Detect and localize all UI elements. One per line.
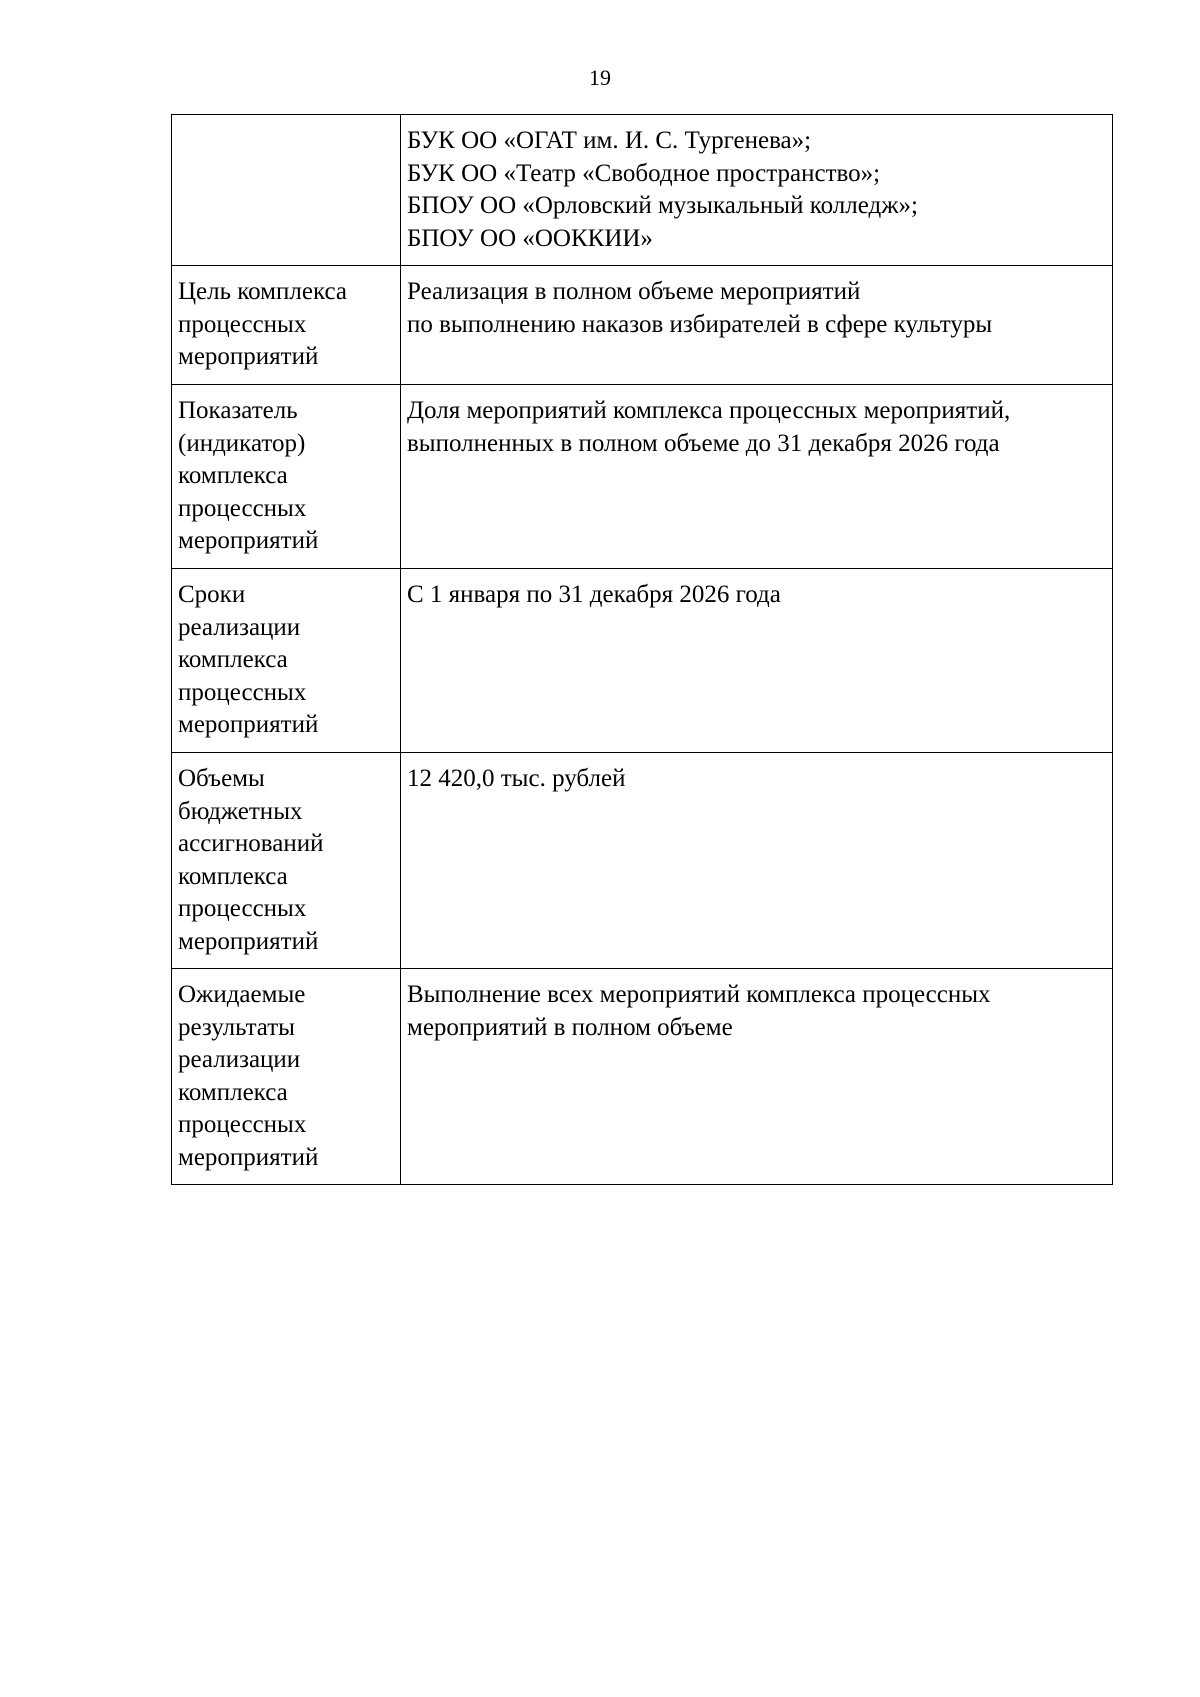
row-label-cell [172, 569, 401, 753]
value-line: выполненных в полном объеме до 31 декабря 2026 года [407, 429, 1000, 457]
program-passport-table [171, 114, 1113, 1185]
value-line: Выполнение всех мероприятий комплекса процессных [407, 981, 991, 1008]
row-value-cell [401, 753, 1113, 969]
executor-line: БУК ОО «Театр «Свободное пространство»; [407, 159, 881, 187]
table-row [172, 115, 1113, 266]
label-line: комплекса [178, 462, 288, 489]
executor-line: БПОУ ОО «Орловский музыкальный колледж»; [407, 192, 918, 219]
label-line: мероприятий [178, 1143, 319, 1171]
row-value-cell [401, 385, 1113, 569]
label-line: Цель комплекса [178, 278, 347, 305]
label-line: комплекса [178, 646, 288, 673]
label-line: бюджетных [178, 797, 303, 825]
label-line: (индикатор) [178, 429, 306, 457]
row-label-cell [172, 969, 401, 1185]
label-line: процессных [178, 678, 307, 706]
page-number: 19 [589, 65, 611, 90]
row-value-cell [401, 266, 1113, 385]
label-line: процессных [178, 895, 307, 922]
value-line: по выполнению наказов избирателей в сфере культуры [407, 310, 993, 338]
label-line: мероприятий [178, 527, 319, 554]
executor-line: БПОУ ОО «ООККИИ» [407, 224, 653, 252]
table-row [172, 753, 1113, 969]
label-line: процессных [178, 494, 307, 522]
label-line: процессных [178, 310, 307, 338]
label-line: комплекса [178, 862, 288, 890]
label-line: реализации [178, 1046, 301, 1073]
row-label-cell [172, 266, 401, 385]
value-line: С 1 января по 31 декабря 2026 года [407, 581, 781, 608]
row-value-cell [401, 115, 1113, 266]
label-line: ассигнований [178, 830, 324, 857]
table-row [172, 266, 1113, 385]
value-line: мероприятий в полном объеме [407, 1013, 733, 1041]
table-row [172, 385, 1113, 569]
table-row [172, 969, 1113, 1185]
value-line: 12 420,0 тыс. рублей [407, 765, 626, 792]
row-label-cell [172, 753, 401, 969]
label-line: процессных [178, 1111, 307, 1138]
row-value-cell [401, 969, 1113, 1185]
label-line: Показатель [178, 397, 298, 424]
label-line: результаты [178, 1013, 295, 1041]
value-line: Доля мероприятий комплекса процессных мероприятий, [407, 397, 1011, 424]
table-row [172, 569, 1113, 753]
label-line: Ожидаемые [178, 981, 306, 1008]
label-line: реализации [178, 613, 301, 641]
label-line: комплекса [178, 1078, 288, 1106]
label-line: мероприятий [178, 711, 319, 738]
row-value-cell [401, 569, 1113, 753]
row-label-cell [172, 115, 401, 266]
label-line: Сроки [178, 581, 246, 608]
value-line: Реализация в полном объеме мероприятий [407, 278, 861, 305]
row-label-cell [172, 385, 401, 569]
executor-line: БУК ОО «ОГАТ им. И. С. Тургенева»; [407, 127, 812, 154]
label-line: мероприятий [178, 927, 319, 955]
label-line: мероприятий [178, 343, 319, 370]
label-line: Объемы [178, 765, 265, 792]
